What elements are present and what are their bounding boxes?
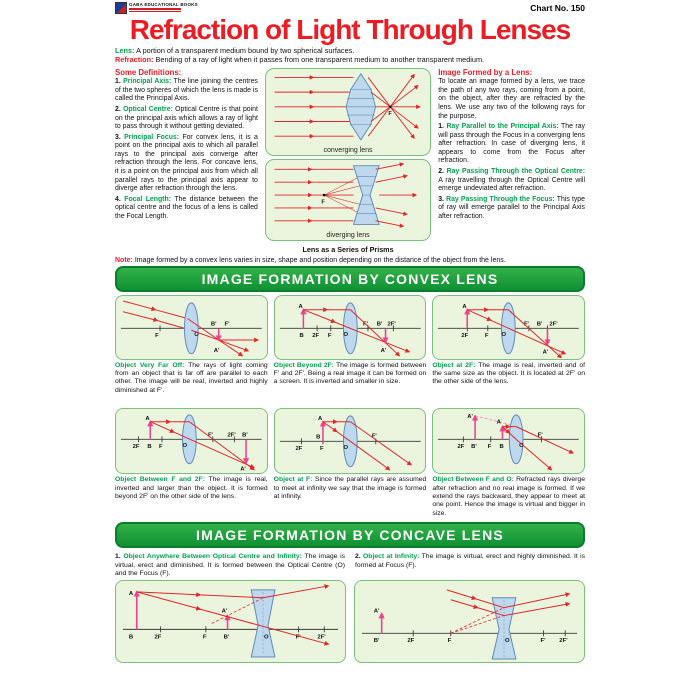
lens-term: Lens: xyxy=(115,45,135,55)
svg-text:A: A xyxy=(298,303,303,310)
svg-text:2F: 2F xyxy=(457,443,465,450)
logo-text: GABA EDUCATIONAL BOOKS xyxy=(129,2,198,7)
convex-diagram-at-2f xyxy=(434,297,583,358)
svg-text:O: O xyxy=(505,638,510,645)
svg-text:B: B xyxy=(315,434,320,441)
convex-grid xyxy=(115,295,585,520)
convex-case-beyond-2f: B 2F F F' B' 2F' A O A' Object Beyond 2F: The image is formed between F' and 2F'. Being a real image it can be formed on a screen. It is inverted and smaller in size. xyxy=(274,295,427,406)
svg-text:2F': 2F' xyxy=(549,321,558,328)
convex-diagram-between-f-o xyxy=(434,410,583,473)
convex-case-at-2f: 2F F F' B' 2F' A O A' Object at 2F: The image is real, inverted and of the same size as the object. It is located at 2F' on the other side of the lens. xyxy=(432,295,585,406)
svg-text:F': F' xyxy=(524,321,530,328)
concave-case-1-text: 1. Object Anywhere Between Optical Centre and Infinity: The image is virtual, erect and diminished. It is formed between the Optical Centre (O) and the Focus (F). xyxy=(115,553,346,578)
svg-text:A': A' xyxy=(240,466,246,473)
concave-diagram-between-centre-infinity xyxy=(117,582,344,661)
svg-text:A: A xyxy=(145,415,150,422)
definition-item: 3. Principal Focus: For convex lens, it is a point on the principal axis to which all parallel rays to the principal axis converge after refraction through the lens. For concave lens, it is a point on the principal axis from which all parallel rays to the principal axis appear to diverge after refraction through the lens. xyxy=(115,133,258,193)
refraction-text: Bending of a ray of light when it passes from one transparent medium to another transparent medium. xyxy=(155,55,485,65)
svg-text:2F: 2F xyxy=(132,443,140,450)
svg-text:A: A xyxy=(462,303,467,310)
svg-text:F': F' xyxy=(207,432,213,439)
image-formed-intro: To locate an image formed by a lens, we trace the path of any two rays, coming from a point, on the object, after they are refracted by the lens. We use any two of the following rays for the purpose. xyxy=(438,78,585,120)
svg-text:B': B' xyxy=(242,432,248,439)
svg-text:A': A' xyxy=(213,347,220,354)
svg-text:A: A xyxy=(496,419,502,426)
svg-text:F': F' xyxy=(371,433,377,440)
refraction-definition xyxy=(115,56,585,65)
definitions-heading: Some Definitions: xyxy=(115,68,182,78)
svg-text:O: O xyxy=(501,332,507,339)
svg-text:F': F' xyxy=(295,634,301,641)
svg-text:F': F' xyxy=(538,432,543,439)
svg-text:F: F xyxy=(327,333,332,340)
svg-text:A': A' xyxy=(373,609,380,616)
svg-text:2F: 2F xyxy=(154,634,162,641)
svg-text:F: F xyxy=(202,634,207,641)
svg-text:O: O xyxy=(194,332,199,339)
svg-text:F: F xyxy=(319,445,324,452)
concave-cards xyxy=(115,580,585,663)
lens-text: A portion of a transparent medium bound by two spherical surfaces. xyxy=(136,45,355,55)
prisms-column xyxy=(263,68,433,254)
svg-text:F': F' xyxy=(362,321,368,328)
convex-diagram-between-f-2f xyxy=(117,410,266,473)
page-title: Refraction of Light Through Lenses xyxy=(129,14,571,45)
convex-banner: IMAGE FORMATION BY CONVEX LENS xyxy=(115,266,585,292)
svg-text:F: F xyxy=(159,443,163,450)
svg-text:2F: 2F xyxy=(295,445,303,452)
svg-text:B': B' xyxy=(210,321,217,328)
svg-text:F: F xyxy=(321,199,325,206)
image-formed-heading: Image Formed by a Lens: xyxy=(438,68,533,78)
svg-text:F: F xyxy=(447,638,452,645)
chart-poster xyxy=(109,0,591,700)
chart-number: Chart No. 150 xyxy=(530,3,585,13)
convex-diagram-beyond-2f xyxy=(276,297,425,358)
diverging-lens-caption: diverging lens xyxy=(326,232,370,240)
convex-case-between-f-o: 2F B' F B F' A' A O Object Between F and O: Refracted rays diverge after refraction and no real image is formed. If we extend the rays backward, they appear to meet at one point. Hence the image is virtual and bigger in size. xyxy=(432,408,585,521)
svg-text:B: B xyxy=(147,443,152,450)
ray-rule-item: 2. Ray Passing Through the Optical Centre: A ray travelling through the Optical Centre will emerge undeviated after refraction. xyxy=(438,167,586,193)
svg-text:B: B xyxy=(128,634,134,641)
convex-diagram-very-far-off xyxy=(117,297,266,358)
convex-diagram-at-f xyxy=(276,410,425,473)
svg-text:B': B' xyxy=(471,443,478,450)
svg-text:2F: 2F xyxy=(311,333,319,340)
concave-banner: IMAGE FORMATION BY CONCAVE LENS xyxy=(115,522,585,548)
svg-text:A: A xyxy=(317,415,322,422)
note-line: Note: Image formed by a convex lens varies in size, shape and position depending on the distance of the object from the lens. xyxy=(115,257,506,265)
concave-diagram-at-infinity xyxy=(356,582,583,661)
convex-case-very-far-off: F O B' F' A' Object Very Far Off: The rays of light coming from an object that is far off are parallel to each other. The image will be real, inverted and highly diminished at F'. xyxy=(115,295,268,406)
svg-text:F': F' xyxy=(224,321,230,328)
definition-item: 1. Principal Axis: The line joining the centres of the two spheres of which the lens is made is called the Principal Axis. xyxy=(115,78,258,103)
svg-text:A: A xyxy=(128,591,134,598)
svg-text:2F': 2F' xyxy=(387,321,396,328)
ray-rule-item: 1. Ray Parallel to the Principal Axis: The ray will pass through the Focus in a converging lens after refraction. In case of diverging lens, it appears to come from the Focus after refraction. xyxy=(438,123,585,165)
svg-text:O: O xyxy=(343,444,348,451)
publisher-logo xyxy=(115,2,585,14)
logo-rule xyxy=(129,8,181,10)
svg-text:O: O xyxy=(519,442,524,449)
svg-text:2F: 2F xyxy=(461,333,469,340)
svg-text:2F: 2F xyxy=(407,638,415,645)
svg-text:B': B' xyxy=(373,638,380,645)
svg-text:B': B' xyxy=(223,634,230,641)
definition-item: 4. Focal Length: The distance between the optical centre and the focus of a lens is called the Focal Length. xyxy=(115,195,258,220)
svg-text:B': B' xyxy=(537,321,543,328)
svg-text:2F': 2F' xyxy=(227,432,236,439)
diverging-lens-diagram xyxy=(269,162,427,228)
lens-definition xyxy=(115,47,585,56)
diverging-lens-box xyxy=(265,159,431,241)
svg-text:B: B xyxy=(499,443,505,450)
svg-text:O: O xyxy=(182,442,188,449)
svg-text:A': A' xyxy=(380,347,386,354)
svg-text:2F': 2F' xyxy=(317,634,326,641)
three-columns xyxy=(115,68,585,254)
svg-text:O: O xyxy=(264,634,269,641)
svg-text:2F': 2F' xyxy=(559,638,568,645)
svg-text:F': F' xyxy=(540,638,546,645)
ray-rule-item: 3. Ray Passing Through the Focus: This type of ray will emerge parallel to the Principal Axis after refraction. xyxy=(438,195,585,220)
converging-lens-caption: converging lens xyxy=(323,146,373,154)
svg-text:O: O xyxy=(343,332,348,339)
concave-case-2-text: 2. Object at Infinity: The image is virtual, erect and highly diminished. It is formed at Focus (F). xyxy=(355,553,586,569)
svg-text:F: F xyxy=(485,333,489,340)
logo-rule xyxy=(129,11,181,13)
converging-lens-diagram xyxy=(269,71,427,143)
svg-text:F: F xyxy=(155,333,159,340)
svg-text:B: B xyxy=(299,333,304,340)
refraction-term: Refraction: xyxy=(115,55,154,65)
svg-text:F: F xyxy=(388,111,392,118)
prisms-footer: Lens as a Series of Prisms xyxy=(302,245,394,255)
header xyxy=(115,2,585,15)
image-formed-column xyxy=(438,68,585,254)
svg-text:A': A' xyxy=(542,349,549,356)
convex-case-at-f: 2F F B F' A O Object at F: Since the parallel rays are assumed to meet at infinity we say that the image is formed at infinity. xyxy=(274,408,427,521)
definition-item: 2. Optical Centre: Optical Centre is that point on the principal axis which allows a ray of light to pass through it without getting deviated. xyxy=(115,106,258,131)
svg-text:A': A' xyxy=(467,413,474,420)
concave-texts xyxy=(115,551,585,578)
svg-text:F: F xyxy=(488,443,492,450)
convex-case-between-f-2f: 2F B F F' 2F' B' A O A' Object Between F and 2F: The image is real, inverted and larger than the object. It is formed beyond 2F' on the other side of the lens. xyxy=(115,408,268,521)
definitions-column xyxy=(115,68,258,254)
logo-emblem-icon xyxy=(115,2,127,14)
converging-lens-box xyxy=(265,68,431,156)
svg-text:B': B' xyxy=(376,321,383,328)
svg-text:A': A' xyxy=(221,609,228,616)
